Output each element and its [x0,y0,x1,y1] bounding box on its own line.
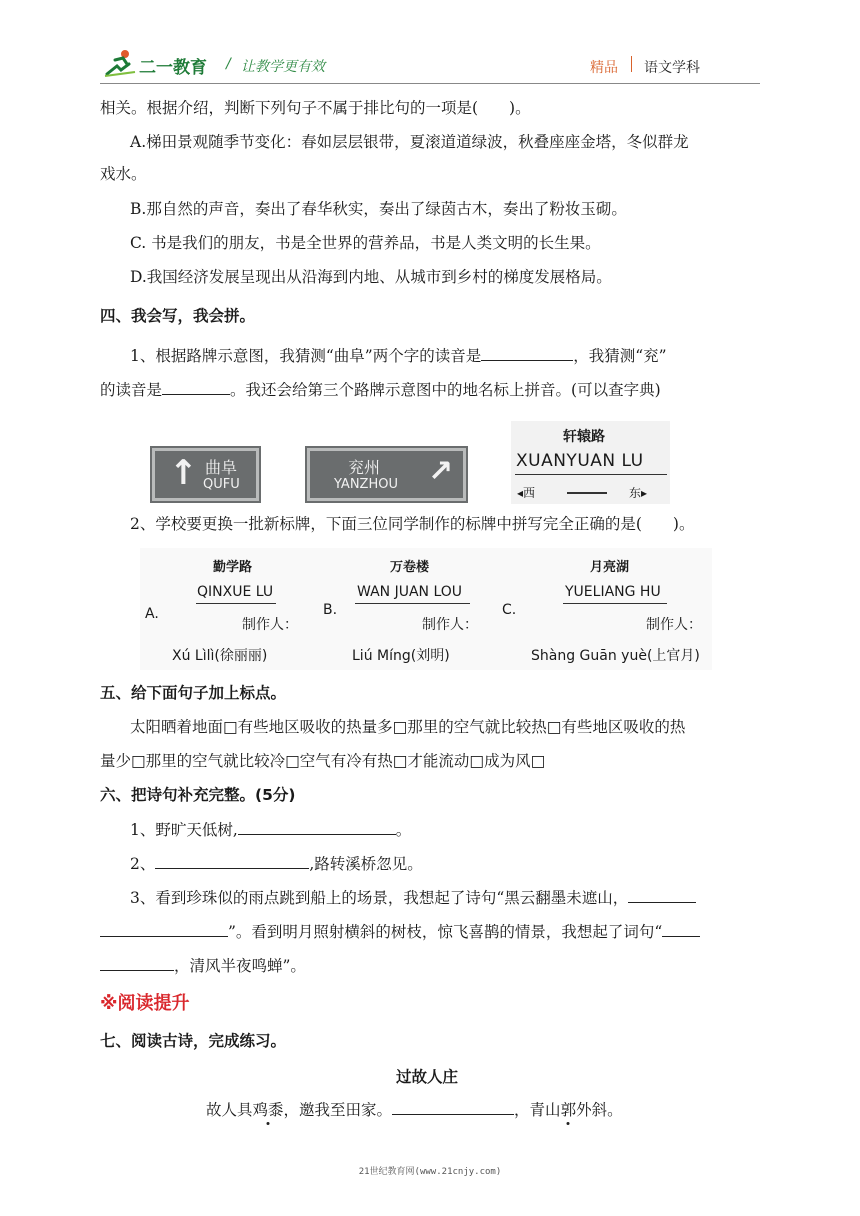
q3-option-a: A.梯田景观随季节变化：春如层层银带，夏滚道道绿波，秋叠座座金塔，冬似群龙 [130,133,689,151]
header-divider [631,56,632,72]
board-a-rule [196,603,276,604]
sign-east-label: 东▸ [629,486,648,500]
q6-item2-num: 2、 [130,855,156,873]
sign-qufu-chinese: 曲阜 [205,458,238,477]
board-c-name: Shàng Guān yuè(上官月) [531,648,700,664]
answer-blank-poem1[interactable] [238,818,396,835]
sign-qufu-pinyin: QUFU [203,477,240,492]
sign-xuanyuan-pinyin: XUANYUAN LU [516,451,644,471]
sample-boards [140,548,712,670]
sign-xuanyuan-rule [515,474,667,475]
board-c-label: C. [502,602,517,618]
q3-option-c: C. 书是我们的朋友，书是全世界的营养品，书是人类文明的长生果。 [130,234,601,252]
q6-item3-line2 [100,920,700,943]
answer-blank-qufu[interactable] [481,344,573,361]
board-b-pinyin: WAN JUAN LOU [357,584,463,600]
board-b-maker: 制作人： [422,617,478,633]
q3-option-b: B.那自然的声音，奏出了春华秋实，奏出了绿茵古木，奏出了粉妆玉砌。 [130,200,627,218]
poem-text-c: ，青山 [514,1101,561,1119]
board-a-maker: 制作人： [242,617,298,633]
q6-title: 六、把诗句补充完整。(5分) [100,786,296,804]
q6-item2-text: ,路转溪桥忽见。 [309,855,423,873]
board-b-chinese: 万卷楼 [390,560,430,575]
board-a-pinyin: QINXUE LU [197,584,274,600]
header-tag: 精品 [590,60,618,76]
road-sign-xuanyuan [511,421,670,504]
poem-dotted-word-2: 郭 [560,1101,577,1119]
q5-line2: 量少□那里的空气就比较冷□空气有冷有热□才能流动□成为风□ [100,752,546,770]
answer-blank-yan[interactable] [162,378,230,395]
q6-item2 [130,852,423,875]
sign-xuanyuan-chinese: 轩辕路 [563,429,605,445]
runner-logo-icon [103,48,137,78]
q4-item1-text-b: ，我猜测“兖” [573,347,667,365]
page-footer: 21世纪教育网(www.21cnjy.com) [358,1167,502,1177]
q6-item3-text-a: 3、看到珍珠似的雨点跳到船上的场景，我想起了诗句“黑云翻墨未遮山， [130,889,629,907]
up-arrow-icon: ↑ [169,453,198,493]
q3-option-d: D.我国经济发展呈现出从沿海到内地、从城市到乡村的梯度发展格局。 [130,268,612,286]
q5-title: 五、给下面句子加上标点。 [100,684,287,702]
answer-blank-poem2[interactable] [155,852,309,869]
road-sign-qufu [152,448,259,501]
board-c-chinese: 月亮湖 [590,560,630,575]
q4-item1-text-d: 。我还会给第三个路牌示意图中的地名标上拼音。(可以查字典) [230,381,661,399]
q4-item1-line2 [100,378,661,401]
board-b-name: Liú Míng(刘明) [352,648,450,664]
q6-item1-text: 1、野旷天低树, [130,821,238,839]
header-slogan: 让教学更有效 [241,59,325,75]
poem-text-d: 外斜。 [576,1101,623,1119]
q3-option-a-cont: 戏水。 [100,165,147,183]
sign-yanzhou-pinyin: YANZHOU [334,477,398,492]
answer-blank-poem3b[interactable] [100,920,228,937]
board-b-label: B. [323,602,338,618]
up-right-arrow-icon: ↗ [428,454,454,489]
poem-text-a: 故人具 [206,1101,253,1119]
sign-yanzhou-chinese: 兖州 [348,458,381,477]
board-a-chinese: 勤学路 [213,560,253,575]
sign-direction-line [567,492,607,494]
board-a-name: Xú Lìlì(徐丽丽) [172,648,268,664]
q6-item3-text-b: ”。看到明月照射横斜的树枝，惊飞喜鹊的情景，我想起了词句“ [228,923,663,941]
road-sign-yanzhou [307,448,466,501]
poem-title: 过故人庄 [396,1068,459,1086]
logo-text: 二一教育 [139,58,207,78]
board-a-label: A. [145,606,159,622]
board-c-maker: 制作人： [646,617,702,633]
q6-item3-line1 [130,886,696,909]
poem-dotted-word-1: 鸡黍 [252,1101,284,1119]
header-separator: / [226,56,231,72]
site-logo [103,48,223,80]
q4-item1-text-c: 的读音是 [100,381,163,399]
sign-west-label: ◂西 [517,486,536,500]
q7-title: 七、阅读古诗，完成练习。 [100,1032,287,1050]
answer-blank-poem3a[interactable] [628,886,696,903]
q6-item3-text-c: ，清风半夜鸣蝉”。 [174,957,306,975]
answer-blank-poem3c[interactable] [662,920,700,937]
q4-item1-line1 [130,344,667,367]
q4-title: 四、我会写，我会拼。 [100,307,256,325]
poem-line [206,1098,623,1121]
board-b-rule [355,603,470,604]
board-c-rule [563,603,667,604]
answer-blank-poem4[interactable] [392,1098,514,1115]
header-subject: 语文学科 [644,60,700,76]
poem-text-b: ，邀我至田家。 [283,1101,393,1119]
q4-item2: 2、学校要更换一批新标牌，下面三位同学制作的标牌中拼写完全正确的是( )。 [130,515,695,533]
board-c-pinyin: YUELIANG HU [565,584,661,600]
q6-item3-line3 [100,954,306,977]
q3-stem: 相关。根据介绍，判断下列句子不属于排比句的一项是( )。 [100,99,531,117]
q6-item1 [130,818,411,841]
q6-item1-end: 。 [395,821,412,839]
q5-line1: 太阳晒着地面□有些地区吸收的热量多□那里的空气就比较热□有些地区吸收的热 [130,718,686,736]
reading-section-title: ※阅读提升 [100,993,190,1014]
answer-blank-poem3d[interactable] [100,954,174,971]
q4-item1-text-a: 1、根据路牌示意图，我猜测“曲阜”两个字的读音是 [130,347,482,365]
header-rule [100,83,760,84]
